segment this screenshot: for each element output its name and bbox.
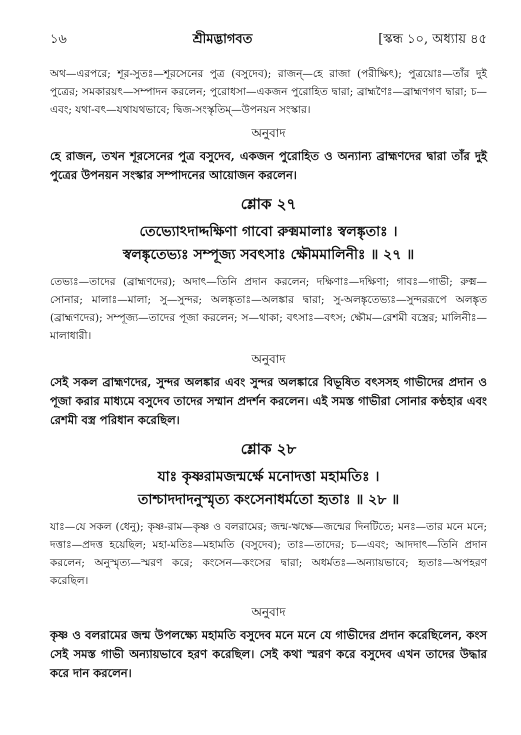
verse-text-27 xyxy=(50,221,487,267)
translation-27: সেই সকল ব্রাহ্মণদের, সুন্দর অলঙ্কার এবং সুন্দর অলঙ্কারে বিভূষিত বৎসসহ গাভীদের প্রদান ও পূজা করার মাধ্যমে বসুদেব তাদের সম্মান প্রদর্শন করলেন। এই সমস্ত গাভীরা সোনার কণ্ঠহার এবং রেশমী বস্ত্র পরিধান করেছিল। xyxy=(50,375,487,427)
translation-heading: অনুবাদ xyxy=(251,605,286,619)
word-meanings-28: যাঃ—যে সকল (ধেনু); কৃষ্ণ-রাম—কৃষ্ণ ও বলরামের; জন্ম-ঋক্ষে—জন্মের দিনটিতে; মনঃ—তার মনে মনে; দত্তাঃ—প্রদত্ত হয়েছিল; মহা-মতিঃ—মহামতি (বসুদেব); তাঃ—তাদের; চ—এবং; আদদাৎ—তিনি প্রদান করলেন; অনুস্মৃত্য—স্মরণ করে; কংসেন—কংসের দ্বারা; অধর্মতঃ—অন্যায়ভাবে; হৃতাঃ—অপহরণ করেছিল। xyxy=(50,521,487,587)
translation-heading: অনুবাদ xyxy=(251,352,286,366)
verse-line: স্বলঙ্কৃতেভ্যঃ সম্পূজ্য সবৎসাঃ ক্ষৌমমালিনীঃ ॥ ২৭ ॥ xyxy=(122,247,415,263)
book-title: শ্রীমদ্ভাগবত xyxy=(192,32,253,47)
word-meanings-27: তেভ্যঃ—তাদের (ব্রাহ্মণদের); অদাৎ—তিনি প্রদান করলেন; দক্ষিণাঃ—দক্ষিণা; গাবঃ—গাভী; রুক্ম—সোনার; মালাঃ—মালা; সু—সুন্দর; অলঙ্কৃতাঃ—অলঙ্কার দ্বারা; সু-অলঙ্কৃতেভ্যঃ—সুন্দররূপে অলঙ্কৃত (ব্রাহ্মণদের); সম্পূজ্য—তাদের পূজা করলেন; স—থাকা; বৎসাঃ—বৎস; ক্ষৌম—রেশমী বস্ত্রের; মালিনীঃ—মালাধারী। xyxy=(50,276,487,342)
verse-line: তেভ্যোঽদাদ্দক্ষিণা গাবো রুক্মমালাঃ স্বলঙ্কৃতাঃ । xyxy=(139,224,398,240)
word-meanings-26: অথ—এরপরে; শূর-সুতঃ—শূরসেনের পুত্র (বসুদেব); রাজন্—হে রাজা (পরীক্ষিৎ); পুত্রয়োঃ—তাঁর দুই পুত্রের; সমকারয়ৎ—সম্পাদন করলেন; পুরোধসা—একজন পুরোহিত দ্বারা; ব্রাহ্মণৈঃ—ব্রাহ্মণগণ দ্বারা; চ—এবং; যথা-বৎ—যথাযথভাবে; দ্বিজ-সংস্কৃতিম্—উপনয়ন সংস্কার। xyxy=(50,68,487,116)
page-number: ১৬ xyxy=(50,32,67,47)
verse-number-28: শ্লোক ২৮ xyxy=(240,440,297,458)
translation-26: হে রাজন, তখন শূরসেনের পুত্র বসুদেব, একজন পুরোহিত ও অন্যান্য ব্রাহ্মণদের দ্বারা তাঁর দুই পুত্রের উপনয়ন সংস্কার সম্পাদনের আয়োজন করলেন। xyxy=(50,149,487,182)
chapter-reference: [স্কন্ধ ১০, অধ্যায় ৪৫ xyxy=(378,32,487,47)
verse-line: যাঃ কৃষ্ণরামজন্মর্ক্ষে মনোদত্তা মহামতিঃ । xyxy=(157,469,380,485)
verse-text-28 xyxy=(50,466,487,512)
page-header xyxy=(50,30,487,51)
translation-heading: অনুবাদ xyxy=(251,126,286,140)
verse-line: তাশ্চাদদাদনুস্মৃত্য কংসেনাধর্মতো হৃতাঃ ॥ ২৮ ॥ xyxy=(137,492,400,508)
translation-28: কৃষ্ণ ও বলরামের জন্ম উপলক্ষ্যে মহামতি বসুদেব মনে মনে যে গাভীদের প্রদান করেছিলেন, কংস সেই সমস্ত গাভী অন্যায়ভাবে হরণ করেছিল। সেই কথা স্মরণ করে বসুদেব এখন তাদের উদ্ধার করে দান করলেন। xyxy=(50,628,487,680)
verse-number-27: শ্লোক ২৭ xyxy=(240,195,297,213)
